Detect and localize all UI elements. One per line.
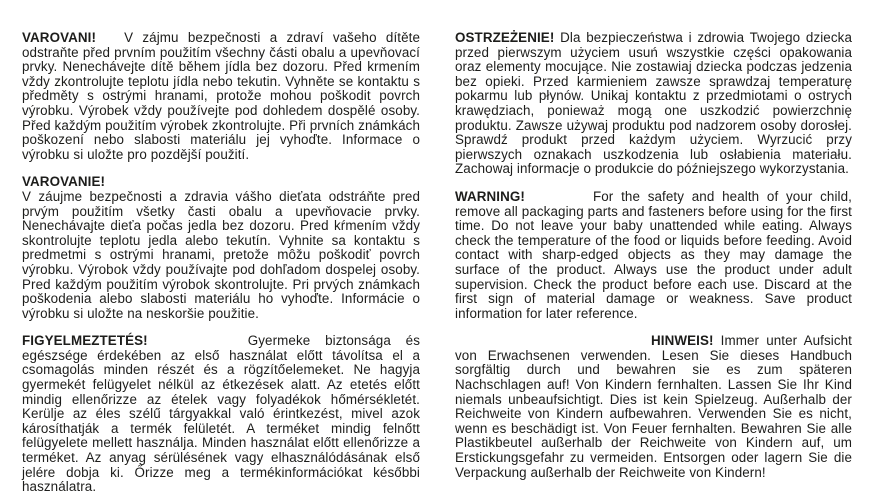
body-polish: Dla bezpieczeństwa i zdrowia Twojego dziecka przed pierwszym użyciem usuń wszystkie części opakowania oraz elementy mocujące. Nie zostawiaj dziecka podczas jedzenia bez opieki. Przed karmieniem zawsze sprawdzaj temperaturę pokarmu lub płynów. Unikaj kontaktu z przedmiotami o ostrych krawędziach, ponieważ mogą one uszkodzić powierzchnię produktu. Zawsze używaj produktu pod nadzorem osoby dorosłej. Sprawdź produkt przed każdym użyciem. Wyrzucić przy pierwszych oznakach uszkodzenia lub osłabienia materiału. Zachowaj informacje o produkcie do późniejszego wykorzystania.	[455, 30, 852, 177]
section-warning-polish	[455, 31, 852, 177]
body-german: Immer unter Aufsicht von Erwachsenen verwenden. Lesen Sie dieses Handbuch sorgfältig durch und bewahren sie es zum späteren Nachschlagen auf! Von Kindern fernhalten. Lassen Sie Ihr Kind niemals unbeaufsichtigt. Dies ist kein Spielzeug. Außerhalb der Reichweite von Kindern aufbewahren. Verwenden Sie es nicht, wenn es beschädigt ist. Von Feuer fernhalten. Bewahren Sie alle Plastikbeutel außerhalb der Reichweite von Kindern auf, um Erstickungsgefahr zu vermeiden. Entsorgen oder lagern Sie die Verpackung außerhalb der Reichweite von Kindern!	[455, 333, 852, 480]
heading-gap	[525, 200, 593, 201]
body-english: For the safety and health of your child, remove all packaging parts and fasteners before using for the first time. Do not leave your baby unattended while eating. Always check the temperature of the food or liquids before feeding. Avoid contact with sharp-edged objects as they may damage the surface of the product. Always use the product under adult supervision. Check the product before each use. Discard at the first sign of material damage or weakness. Save product information for later reference.	[455, 188, 852, 321]
section-warning-english	[455, 190, 852, 321]
heading-polish: OSTRZEŻENIE!	[455, 30, 555, 45]
heading-gap	[96, 41, 124, 42]
section-warning-slovak	[22, 175, 420, 321]
section-warning-czech	[22, 31, 420, 162]
heading-gap	[148, 344, 248, 345]
heading-german: HINWEIS!	[651, 333, 714, 349]
section-warning-hungarian	[22, 334, 420, 494]
body-slovak: V záujme bezpečnosti a zdravia vášho dieťata odstráňte pred prvým použitím všetky časti obalu a upevňovacie prvky. Nenechávajte dieťa počas jedla bez dozoru. Pred kŕmením vždy skontrolujte teplotu jedla alebo tekutín. Vyhnite sa kontaktu s predmetmi s ostrými hranami, pretože môžu poškodiť povrch výrobku. Výrobok vždy používajte pod dohľadom dospelej osoby. Pred každým použitím výrobok skontrolujte. Pri prvých známkach poškodenia alebo slabosti materiálu ho vyhoďte. Informácie o výrobku si uložte na neskoršie použitie.	[22, 188, 420, 321]
heading-hungarian: FIGYELMEZTETÉS!	[22, 333, 148, 349]
heading-slovak: VAROVANIE!	[22, 174, 106, 190]
section-warning-german	[455, 334, 852, 480]
heading-english: WARNING!	[455, 188, 525, 204]
body-hungarian: Gyermeke biztonsága és egészsége érdekében az első használat előtt távolítsa el a csomagolás minden részét és a rögzítőelemeket. Ne hagyja gyermekét felügyelet nélkül az étkezések alatt. Az etetés előtt mindig ellenőrizze az ételek vagy folyadékok hőmérsékletét. Kerülje az éles szélű tárgyakkal való érintkezést, mivel azok károsíthatják a termék felületét. A terméket mindig felnőtt felügyelete mellett használja. Minden használat előtt ellenőrizze a terméket. Az anyag sérülésének vagy elhasználódásának első jelére dobja ki. Őrizze meg a termékinformációkat későbbi használatra.	[22, 333, 420, 494]
left-column	[22, 31, 420, 494]
right-column	[455, 31, 852, 493]
heading-czech: VAROVANI!	[22, 30, 97, 45]
body-czech: V zájmu bezpečnosti a zdraví vašeho dítěte odstraňte před prvním použitím všechny části obalu a upevňovací prvky. Nenechávejte dítě během jídla bez dozoru. Před krmením vždy zkontrolujte teplotu jídla nebo tekutin. Vyhněte se kontaktu s předměty s ostrými hranami, protože mohou poškodit povrch výrobku. Výrobek vždy používejte pod dohledem dospělé osoby. Před každým použitím výrobek zkontrolujte. Při prvních známkách poškození nebo slabosti materiálu jej vyhoďte. Informace o výrobku si uložte pro pozdější použití.	[22, 30, 420, 162]
